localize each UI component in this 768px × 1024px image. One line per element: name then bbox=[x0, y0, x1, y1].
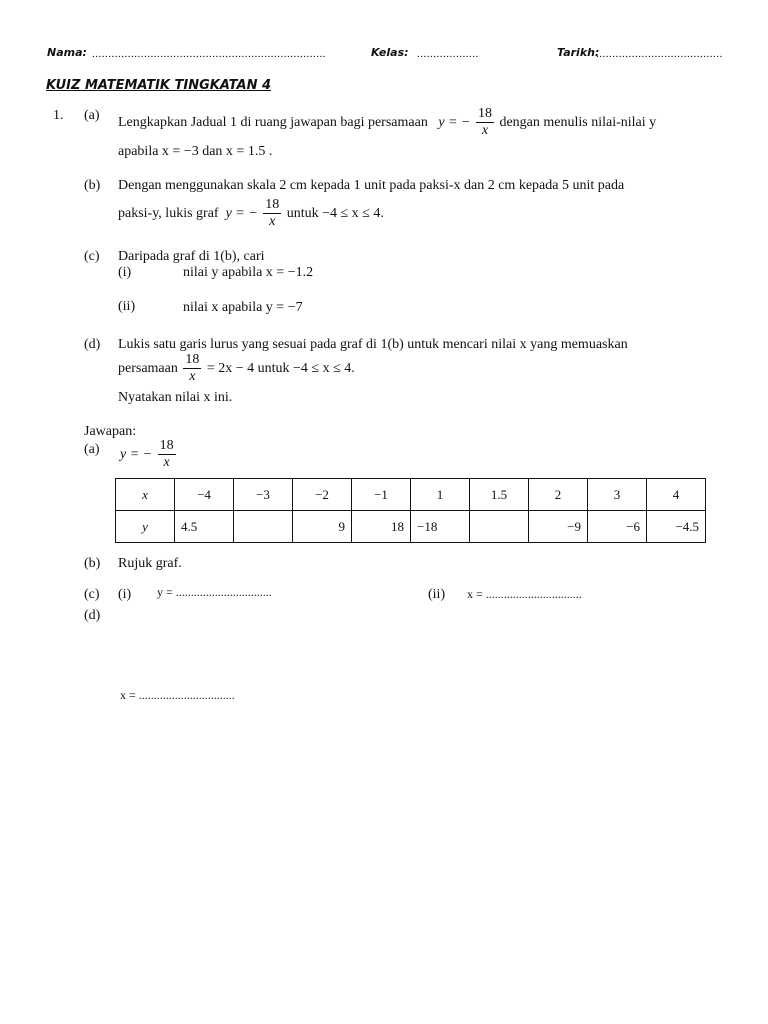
part-a-text-pre: Lengkapkan Jadual 1 di ruang jawapan bagi persamaan bbox=[118, 114, 428, 130]
part-c-label: (c) bbox=[84, 249, 100, 264]
table-cell-y-blank[interactable] bbox=[234, 511, 293, 543]
date-label: Tarikh: bbox=[557, 46, 600, 59]
table-header-x: x bbox=[116, 479, 175, 511]
answer-b-label: (b) bbox=[84, 556, 101, 571]
table-cell-x: 4 bbox=[647, 479, 706, 511]
part-d-line1: Lukis satu garis lurus yang sesuai pada graf di 1(b) untuk mencari nilai x yang memuaskan bbox=[118, 337, 628, 352]
part-d-label: (d) bbox=[84, 337, 101, 352]
table-cell-x: −4 bbox=[175, 479, 234, 511]
table-row-x bbox=[116, 479, 706, 511]
table-cell-y: 18 bbox=[352, 511, 411, 543]
part-a-eq-lhs: y = − bbox=[438, 114, 471, 130]
part-d-fraction: $\frac{18}{x}$ bbox=[185, 352, 200, 385]
page-title: KUIZ MATEMATIK TINGKATAN 4 bbox=[46, 78, 272, 93]
table-cell-y: −4.5 bbox=[647, 511, 706, 543]
table-cell-y-blank[interactable] bbox=[470, 511, 529, 543]
part-b-line1: Dengan menggunakan skala 2 cm kepada 1 unit pada paksi-x dan 2 cm kepada 5 unit pada bbox=[118, 178, 625, 193]
name-field[interactable]: ........................................................................ bbox=[92, 48, 326, 60]
part-a-fraction: $\frac{18}{x}$ bbox=[477, 106, 492, 139]
part-d-text-post: = 2x − 4 untuk −4 ≤ x ≤ 4. bbox=[206, 360, 355, 376]
answer-d-field[interactable]: x = ................................ bbox=[120, 688, 235, 702]
part-b-text-post: untuk −4 ≤ x ≤ 4. bbox=[286, 205, 384, 221]
table-cell-y: −6 bbox=[588, 511, 647, 543]
table-cell-x: 1.5 bbox=[470, 479, 529, 511]
part-b-eq-lhs: y = − bbox=[225, 205, 258, 221]
table-cell-x: 3 bbox=[588, 479, 647, 511]
part-b-text-pre: paksi-y, lukis graf bbox=[118, 205, 219, 221]
answer-heading: Jawapan: bbox=[84, 424, 137, 439]
part-d-line2 bbox=[118, 352, 355, 385]
part-c-ii-text: nilai x apabila y = −7 bbox=[183, 300, 303, 315]
answer-c-i-field[interactable]: y = ................................ bbox=[157, 585, 272, 599]
table-cell-x: 2 bbox=[529, 479, 588, 511]
table-cell-y: −18 bbox=[411, 511, 470, 543]
part-b-line2 bbox=[118, 197, 384, 230]
table-cell-y: 4.5 bbox=[175, 511, 234, 543]
part-c-ii-label: (ii) bbox=[118, 299, 136, 314]
name-label: Nama: bbox=[47, 46, 87, 59]
part-c-intro: Daripada graf di 1(b), cari bbox=[118, 249, 265, 264]
table-cell-y: 9 bbox=[293, 511, 352, 543]
table-cell-x: −3 bbox=[234, 479, 293, 511]
values-table bbox=[115, 478, 706, 543]
part-b-fraction: $\frac{18}{x}$ bbox=[265, 197, 280, 230]
part-d-line3: Nyatakan nilai x ini. bbox=[118, 390, 233, 405]
answer-d-label: (d) bbox=[84, 608, 101, 623]
table-cell-x: 1 bbox=[411, 479, 470, 511]
class-field[interactable]: ................... bbox=[417, 48, 479, 60]
answer-c-i-label: (i) bbox=[118, 587, 132, 602]
part-a-label: (a) bbox=[84, 108, 100, 123]
table-header-y: y bbox=[116, 511, 175, 543]
part-c-i-text: nilai y apabila x = −1.2 bbox=[183, 265, 314, 280]
part-a-text-post: dengan menulis nilai-nilai y bbox=[499, 114, 657, 130]
table-cell-y: −9 bbox=[529, 511, 588, 543]
class-label: Kelas: bbox=[371, 46, 409, 59]
answer-a-label: (a) bbox=[84, 442, 100, 457]
answer-a-equation bbox=[120, 438, 178, 471]
table-row-y bbox=[116, 511, 706, 543]
answer-b-text: Rujuk graf. bbox=[118, 556, 182, 571]
part-c-i-label: (i) bbox=[118, 265, 132, 280]
table-cell-x: −2 bbox=[293, 479, 352, 511]
part-b-label: (b) bbox=[84, 178, 101, 193]
answer-c-ii-field[interactable]: x = ................................ bbox=[467, 587, 582, 601]
answer-c-label: (c) bbox=[84, 587, 100, 602]
answer-c-ii-label: (ii) bbox=[428, 587, 446, 602]
table-cell-x: −1 bbox=[352, 479, 411, 511]
date-field[interactable]: ....................................... bbox=[596, 48, 723, 60]
part-a-line2: apabila x = −3 dan x = 1.5 . bbox=[118, 144, 273, 159]
question-number: 1. bbox=[53, 108, 64, 123]
answer-eq-lhs: y = − bbox=[120, 446, 153, 462]
part-a-line1 bbox=[118, 106, 656, 139]
answer-fraction: $\frac{18}{x}$ bbox=[159, 438, 174, 471]
part-d-text-pre: persamaan bbox=[118, 360, 178, 376]
